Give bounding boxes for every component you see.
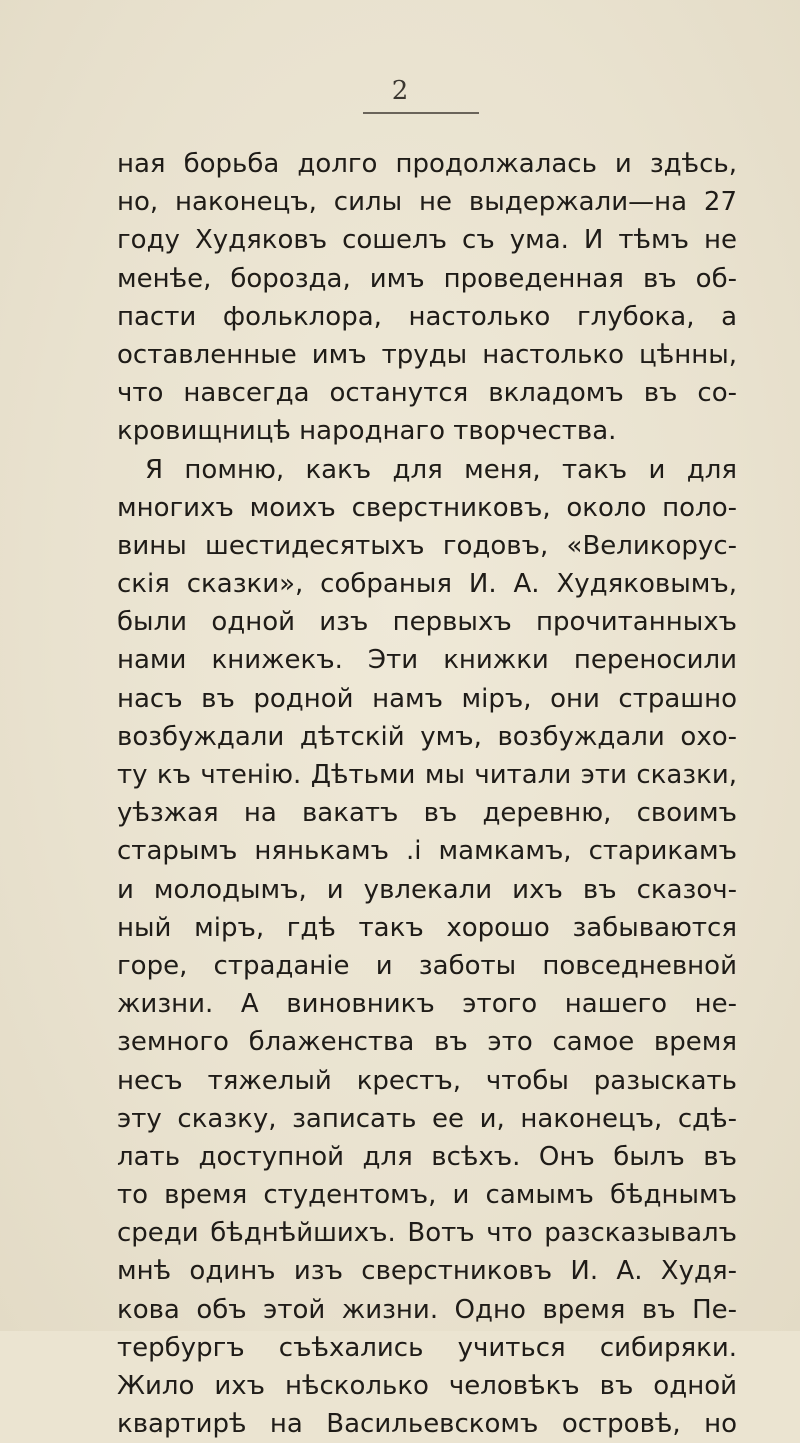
text-line: нами книжекъ. Эти книжки переносили <box>117 645 737 676</box>
text-line: что навсегда останутся вкладомъ въ со- <box>117 378 737 409</box>
page-number: 2 <box>391 76 409 106</box>
text-line: ный міръ, гдѣ такъ хорошо забываются <box>117 912 737 943</box>
text-line: то время студентомъ, и самымъ бѣднымъ <box>117 1180 737 1211</box>
text-line: и молодымъ, и увлекали ихъ въ сказоч- <box>117 874 737 905</box>
text-line: квартирѣ на Васильевскомъ островѣ, но <box>117 1409 737 1440</box>
text-line: Жило ихъ нѣсколько человѣкъ въ одной <box>117 1371 737 1401</box>
text-line: но, наконецъ, силы не выдержали—на 27 <box>117 187 737 218</box>
text-line: ту къ чтенію. Дѣтьми мы читали эти сказки, <box>117 760 737 790</box>
text-line: году Худяковъ сошелъ съ ума. И тѣмъ не <box>117 225 737 256</box>
text-line: кровищницѣ народнаго творчества. <box>117 416 617 447</box>
text-line: были одной изъ первыхъ прочитанныхъ <box>117 607 737 638</box>
text-line: несъ тяжелый крестъ, чтобы разыскать <box>117 1065 737 1096</box>
text-line: пасти фольклора, настолько глубока, а <box>117 301 737 332</box>
text-line: ная борьба долго продолжалась и здѣсь, <box>117 149 737 179</box>
header-rule <box>363 112 479 114</box>
text-line: земного блаженства въ это самое время <box>117 1027 737 1058</box>
text-line: оставленные имъ труды настолько цѣнны, <box>117 339 737 370</box>
text-line: жизни. А виновникъ этого нашего не- <box>117 989 737 1020</box>
text-line: уѣзжая на вакатъ въ деревню, своимъ <box>117 798 737 829</box>
text-line: скія сказки», собраныя И. А. Худяковымъ, <box>117 569 737 600</box>
text-line: старымъ нянькамъ .і мамкамъ, старикамъ <box>117 836 737 867</box>
text-line: мнѣ одинъ изъ сверстниковъ И. А. Худя- <box>117 1256 737 1287</box>
text-line: Я помню, какъ для меня, такъ и для <box>145 454 737 485</box>
text-line: возбуждали дѣтскій умъ, возбуждали охо- <box>117 721 737 752</box>
text-line: лать доступной для всѣхъ. Онъ былъ въ <box>117 1141 737 1172</box>
text-line: кова объ этой жизни. Одно время въ Пе- <box>117 1294 737 1325</box>
text-line: эту сказку, записать ее и, наконецъ, сдѣ- <box>117 1103 737 1134</box>
text-line: менѣе, борозда, имъ проведенная въ об- <box>117 263 737 294</box>
text-line: многихъ моихъ сверстниковъ, около поло- <box>117 492 737 523</box>
text-line: вины шестидесятыхъ годовъ, «Великорус- <box>117 530 737 561</box>
body-text <box>117 145 737 1443</box>
text-line: тербургъ съѣхались учиться сибиряки. <box>117 1332 737 1363</box>
text-line: насъ въ родной намъ міръ, они страшно <box>117 683 737 714</box>
text-line: горе, страданіе и заботы повседневной <box>117 950 737 981</box>
text-line: среди бѣднѣйшихъ. Вотъ что разсказывалъ <box>117 1218 737 1249</box>
